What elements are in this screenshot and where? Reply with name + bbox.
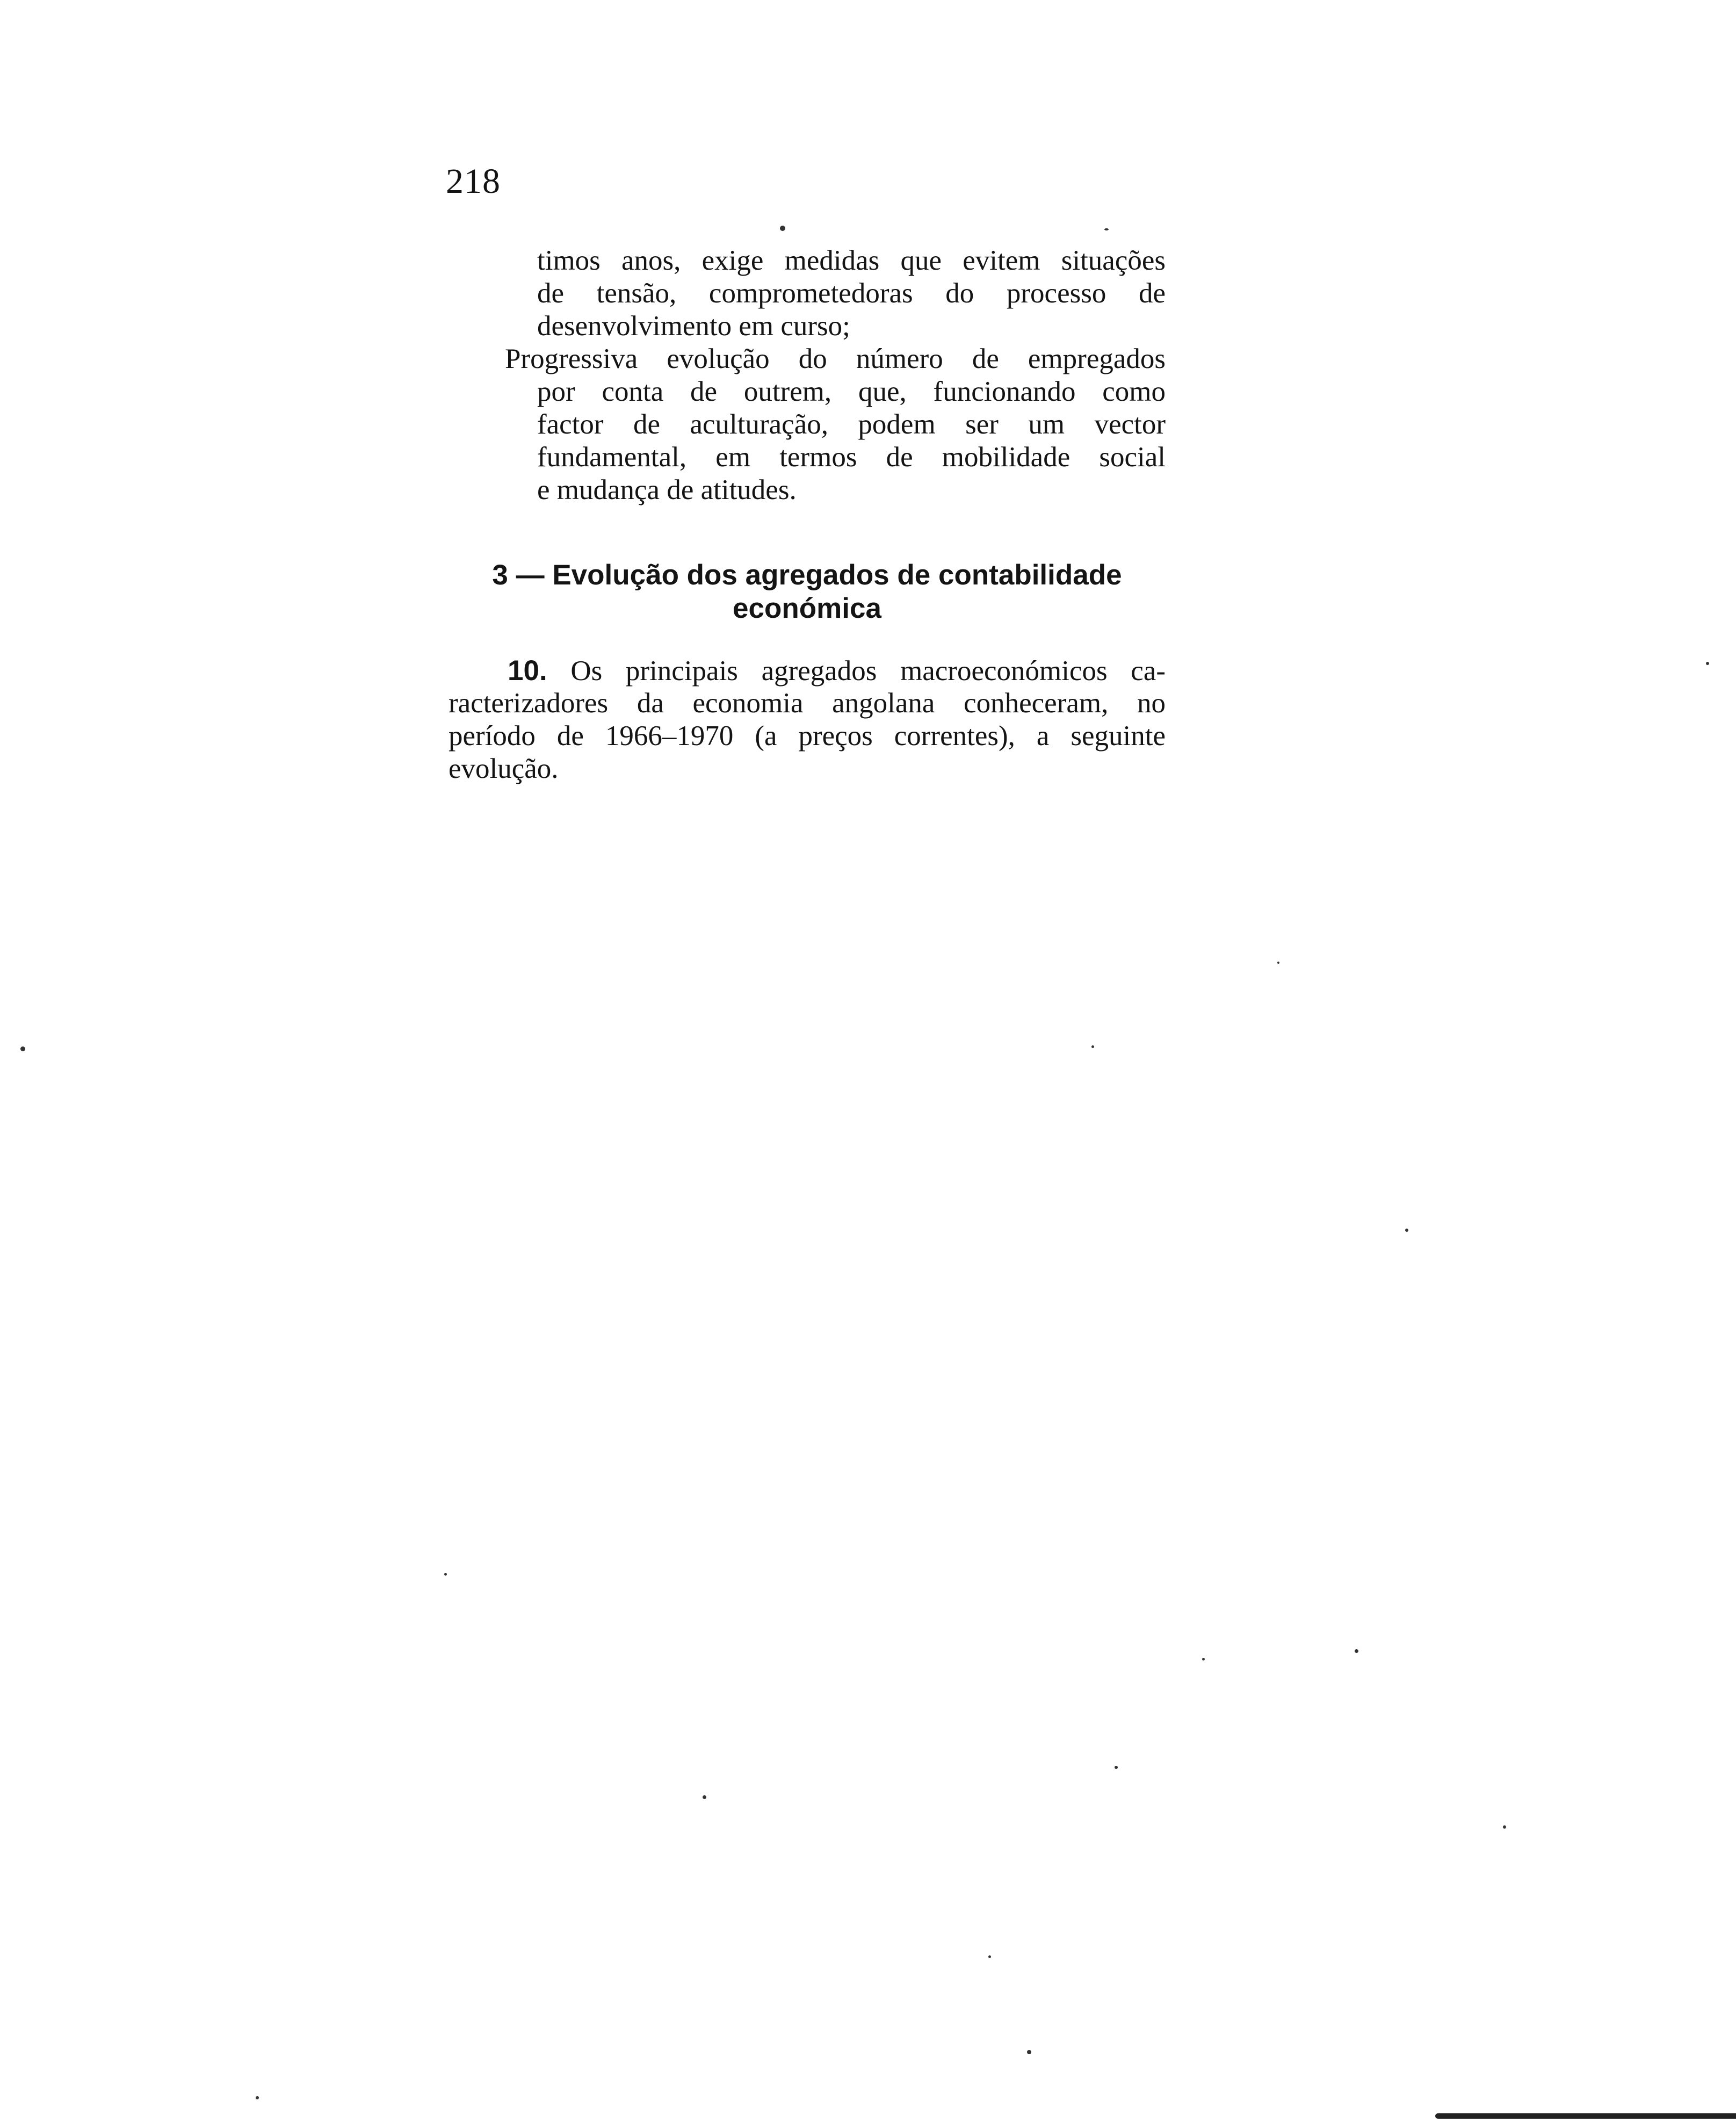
paragraph-line-3: período de 1966–1970 (a preços correntes), a seguinte: [449, 720, 1166, 752]
list-item-line-2: por conta de outrem, que, funcionando como: [537, 376, 1166, 407]
list-item-line-3: factor de aculturação, podem ser um vector: [537, 409, 1166, 440]
scan-speck: [444, 1573, 447, 1576]
section-heading-line-2: económica: [733, 593, 881, 624]
scan-speck: [1277, 962, 1279, 964]
continuation-line-2: de tensão, comprometedoras do processo de: [537, 278, 1166, 309]
scan-speck: [20, 1046, 25, 1051]
continuation-line-3: desenvolvimento em curso;: [537, 310, 850, 342]
paragraph-10: [449, 654, 1166, 785]
list-item-line-5: e mudança de atitudes.: [537, 474, 797, 506]
scan-speck: [780, 226, 785, 231]
paragraph-number: 10.: [508, 655, 547, 687]
list-item-line-4: fundamental, em termos de mobilidade social: [537, 442, 1166, 473]
scan-speck: [1027, 2050, 1031, 2054]
scan-edge-bar: [1435, 2113, 1736, 2119]
scan-speck: [1091, 1045, 1094, 1048]
paragraph-line-2: racterizadores da economia angolana conheceram, no: [449, 688, 1166, 719]
scan-speck: [1104, 228, 1109, 230]
scan-speck: [988, 1955, 991, 1958]
scan-speck: [703, 1795, 706, 1799]
paragraph-first-line-text: Os principais agregados macroeconómicos ca-: [570, 655, 1166, 687]
section-heading: [449, 559, 1166, 625]
scan-speck: [1405, 1229, 1408, 1232]
scan-speck: [1202, 1658, 1205, 1660]
scan-speck: [256, 2096, 259, 2099]
continuation-text: [449, 244, 1166, 507]
scan-speck: [1355, 1649, 1358, 1653]
section-heading-line-1: 3 — Evolução dos agregados de contabilidade: [492, 559, 1122, 591]
scan-speck: [1115, 1766, 1118, 1769]
page-number: 218: [446, 162, 501, 201]
continuation-line-1: timos anos, exige medidas que evitem situações: [537, 245, 1166, 276]
list-item-first-line: Progressiva evolução do número de empregados: [505, 343, 1166, 374]
scan-speck: [1503, 1825, 1506, 1829]
paragraph-first-line: [449, 654, 1166, 687]
paragraph-line-4: evolução.: [449, 753, 559, 784]
scan-speck: [1706, 662, 1709, 665]
